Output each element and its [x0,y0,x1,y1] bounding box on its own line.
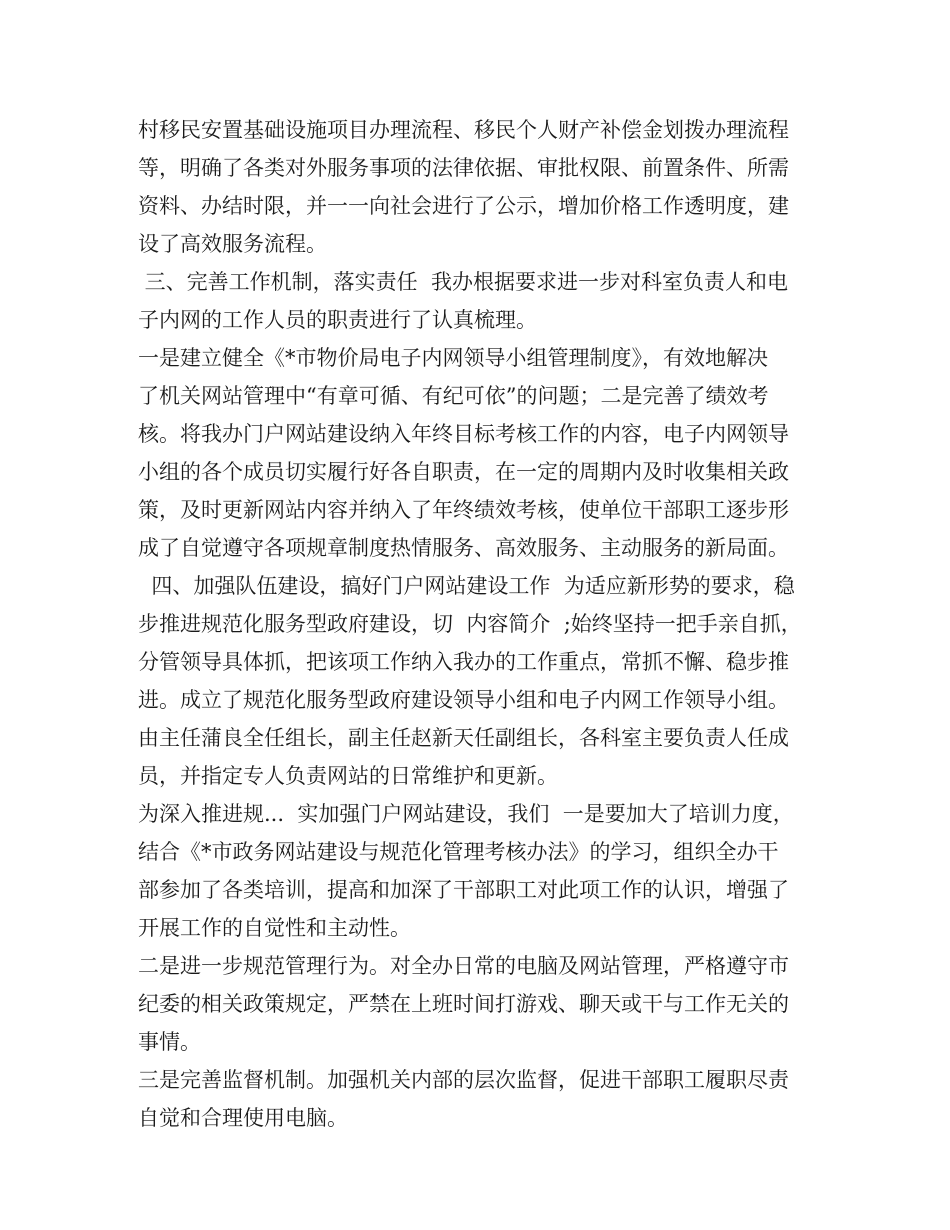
text-line: 开展工作的自觉性和主动性。 [138,916,411,940]
text-line: 步推进规范化服务型政府建设，切 内容简介 ;始终坚持一把手亲自抓， [138,612,802,636]
text-line: 一是建立健全《*市物价局电子内网领导小组管理制度》，有效地解决 [138,346,768,370]
text-line: 进。成立了规范化服务型政府建设领导小组和电子内网工作领导小组。 [138,688,789,712]
text-line: 二是进一步规范管理行为。对全办日常的电脑及网站管理，严格遵守市 [138,954,789,978]
text-line: 结合《*市政务网站建设与规范化管理考核办法》的学习，组织全办干 [138,840,779,864]
section-heading-line: 三、完善工作机制，落实责任 我办根据要求进一步对科室负责人和电 [138,270,789,294]
text-line: 小组的各个成员切实履行好各自职责，在一定的周期内及时收集相关政 [138,460,789,484]
text-line: 三是完善监督机制。加强机关内部的层次监督，促进干部职工履职尽责 [138,1068,789,1092]
text-line: 自觉和合理使用电脑。 [138,1106,348,1130]
text-line: 纪委的相关政策规定，严禁在上班时间打游戏、聊天或干与工作无关的 [138,992,789,1016]
document-body [138,111,828,1137]
text-line: 了机关网站管理中“有章可循、有纪可依”的问题；二是完善了绩效考 [138,384,769,408]
text-line: 策，及时更新网站内容并纳入了年终绩效考核，使单位干部职工逐步形 [138,498,789,522]
text-line: 资料、办结时限，并一一向社会进行了公示，增加价格工作透明度，建 [138,194,789,218]
text-line: 分管领导具体抓，把该项工作纳入我办的工作重点，常抓不懈、稳步推 [138,650,789,674]
text-line: 子内网的工作人员的职责进行了认真梳理。 [138,308,537,332]
text-line: 核。将我办门户网站建设纳入年终目标考核工作的内容，电子内网领导 [138,422,789,446]
text-line: 员，并指定专人负责网站的日常维护和更新。 [138,764,558,788]
text-line: 设了高效服务流程。 [138,232,327,256]
text-line: 事情。 [138,1030,201,1054]
text-line: 由主任蒲良全任组长，副主任赵新天任副组长，各科室主要负责人任成 [138,726,789,750]
section-heading-line: 四、加强队伍建设，搞好门户网站建设工作 为适应新形势的要求，稳 [138,574,795,598]
text-line: 村移民安置基础设施项目办理流程、移民个人财产补偿金划拨办理流程 [138,118,789,142]
text-line: 为深入推进规... 实加强门户网站建设，我们 一是要加大了培训力度， [138,802,794,826]
text-line: 成了自觉遵守各项规章制度热情服务、高效服务、主动服务的新局面。 [138,536,789,560]
text-line: 部参加了各类培训，提高和加深了干部职工对此项工作的认识，增强了 [138,878,789,902]
text-line: 等，明确了各类对外服务事项的法律依据、审批权限、前置条件、所需 [138,156,789,180]
